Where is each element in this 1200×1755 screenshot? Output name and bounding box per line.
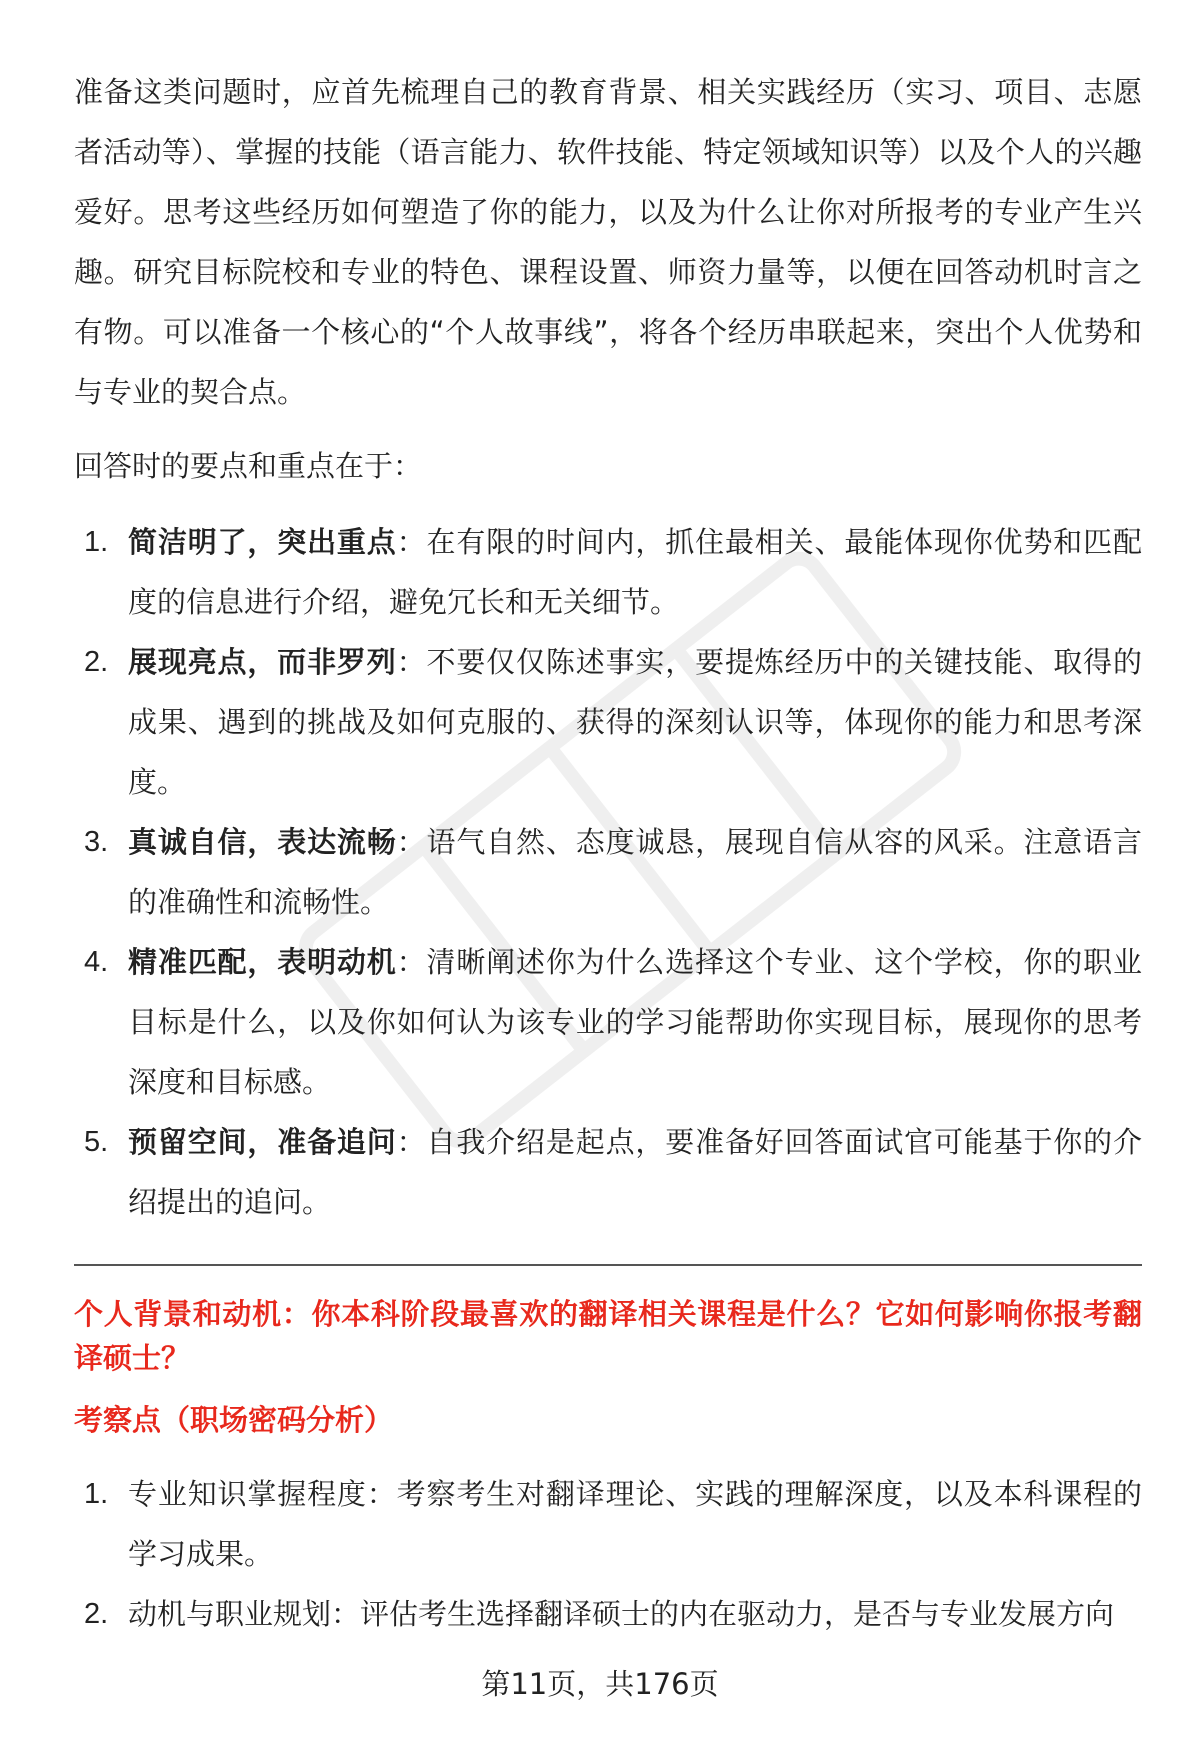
list-item	[74, 632, 1142, 812]
list-number: 1.	[84, 1478, 109, 1510]
section-divider	[74, 1264, 1142, 1266]
list-number: 5.	[84, 1126, 109, 1158]
list-item-text: 专业知识掌握程度：考察考生对翻译理论、实践的理解深度，以及本科课程的学习成果。	[128, 1477, 1142, 1571]
list-item-text: 动机与职业规划：评估考生选择翻译硕士的内在驱动力，是否与专业发展方向	[128, 1597, 1115, 1631]
key-points-list	[74, 512, 1142, 1232]
list-item-title: 预留空间，准备追问	[128, 1125, 397, 1159]
list-item-title: 精准匹配，表明动机	[128, 945, 397, 979]
list-number: 2.	[84, 1598, 109, 1630]
list-item-title: 简洁明了，突出重点	[128, 525, 397, 559]
list-item	[74, 812, 1142, 932]
key-points-lead: 回答时的要点和重点在于：	[74, 449, 423, 483]
list-item	[74, 512, 1142, 632]
list-number: 4.	[84, 946, 109, 978]
intro-paragraph: 准备这类问题时，应首先梳理自己的教育背景、相关实践经历（实习、项目、志愿者活动等）、掌握的技能（语言能力、软件技能、特定领域知识等）以及个人的兴趣爱好。思考这些经历如何塑造了你的能力，以及为什么让你对所报考的专业产生兴趣。研究目标院校和专业的特色、课程设置、师资力量等，以便在回答动机时言之有物。可以准备一个核心的“个人故事线”，将各个经历串联起来，突出个人优势和与专业的契合点。	[74, 75, 1142, 409]
assessment-subheading: 考察点（职场密码分析）	[74, 1403, 394, 1437]
list-item-text: ：在有限的时间内，抓住最相关、最能体现你优势和匹配度的信息进行介绍，避免冗长和无关细节。	[128, 525, 1142, 619]
question-heading: 个人背景和动机：你本科阶段最喜欢的翻译相关课程是什么？它如何影响你报考翻译硕士？	[74, 1297, 1142, 1375]
list-item-text: ：自我介绍是起点，要准备好回答面试官可能基于你的介绍提出的追问。	[128, 1125, 1142, 1219]
list-number: 3.	[84, 826, 109, 858]
list-item	[74, 1584, 1142, 1644]
list-item-text: ：语气自然、态度诚恳，展现自信从容的风采。注意语言的准确性和流畅性。	[128, 825, 1142, 919]
page-number-footer: 第11页，共176页	[481, 1667, 719, 1701]
list-item	[74, 932, 1142, 1112]
list-item	[74, 1464, 1142, 1584]
list-number: 1.	[84, 526, 109, 558]
list-item-text: ：不要仅仅陈述事实，要提炼经历中的关键技能、取得的成果、遇到的挑战及如何克服的、获得的深刻认识等，体现你的能力和思考深度。	[128, 645, 1142, 799]
list-item	[74, 1112, 1142, 1232]
main-content	[74, 62, 1142, 1644]
list-item-text: ：清晰阐述你为什么选择这个专业、这个学校，你的职业目标是什么，以及你如何认为该专业的学习能帮助你实现目标，展现你的思考深度和目标感。	[128, 945, 1142, 1099]
assessment-points-list	[74, 1464, 1142, 1644]
list-item-title: 展现亮点，而非罗列	[128, 645, 397, 679]
list-number: 2.	[84, 646, 109, 678]
list-item-title: 真诚自信，表达流畅	[128, 825, 397, 859]
